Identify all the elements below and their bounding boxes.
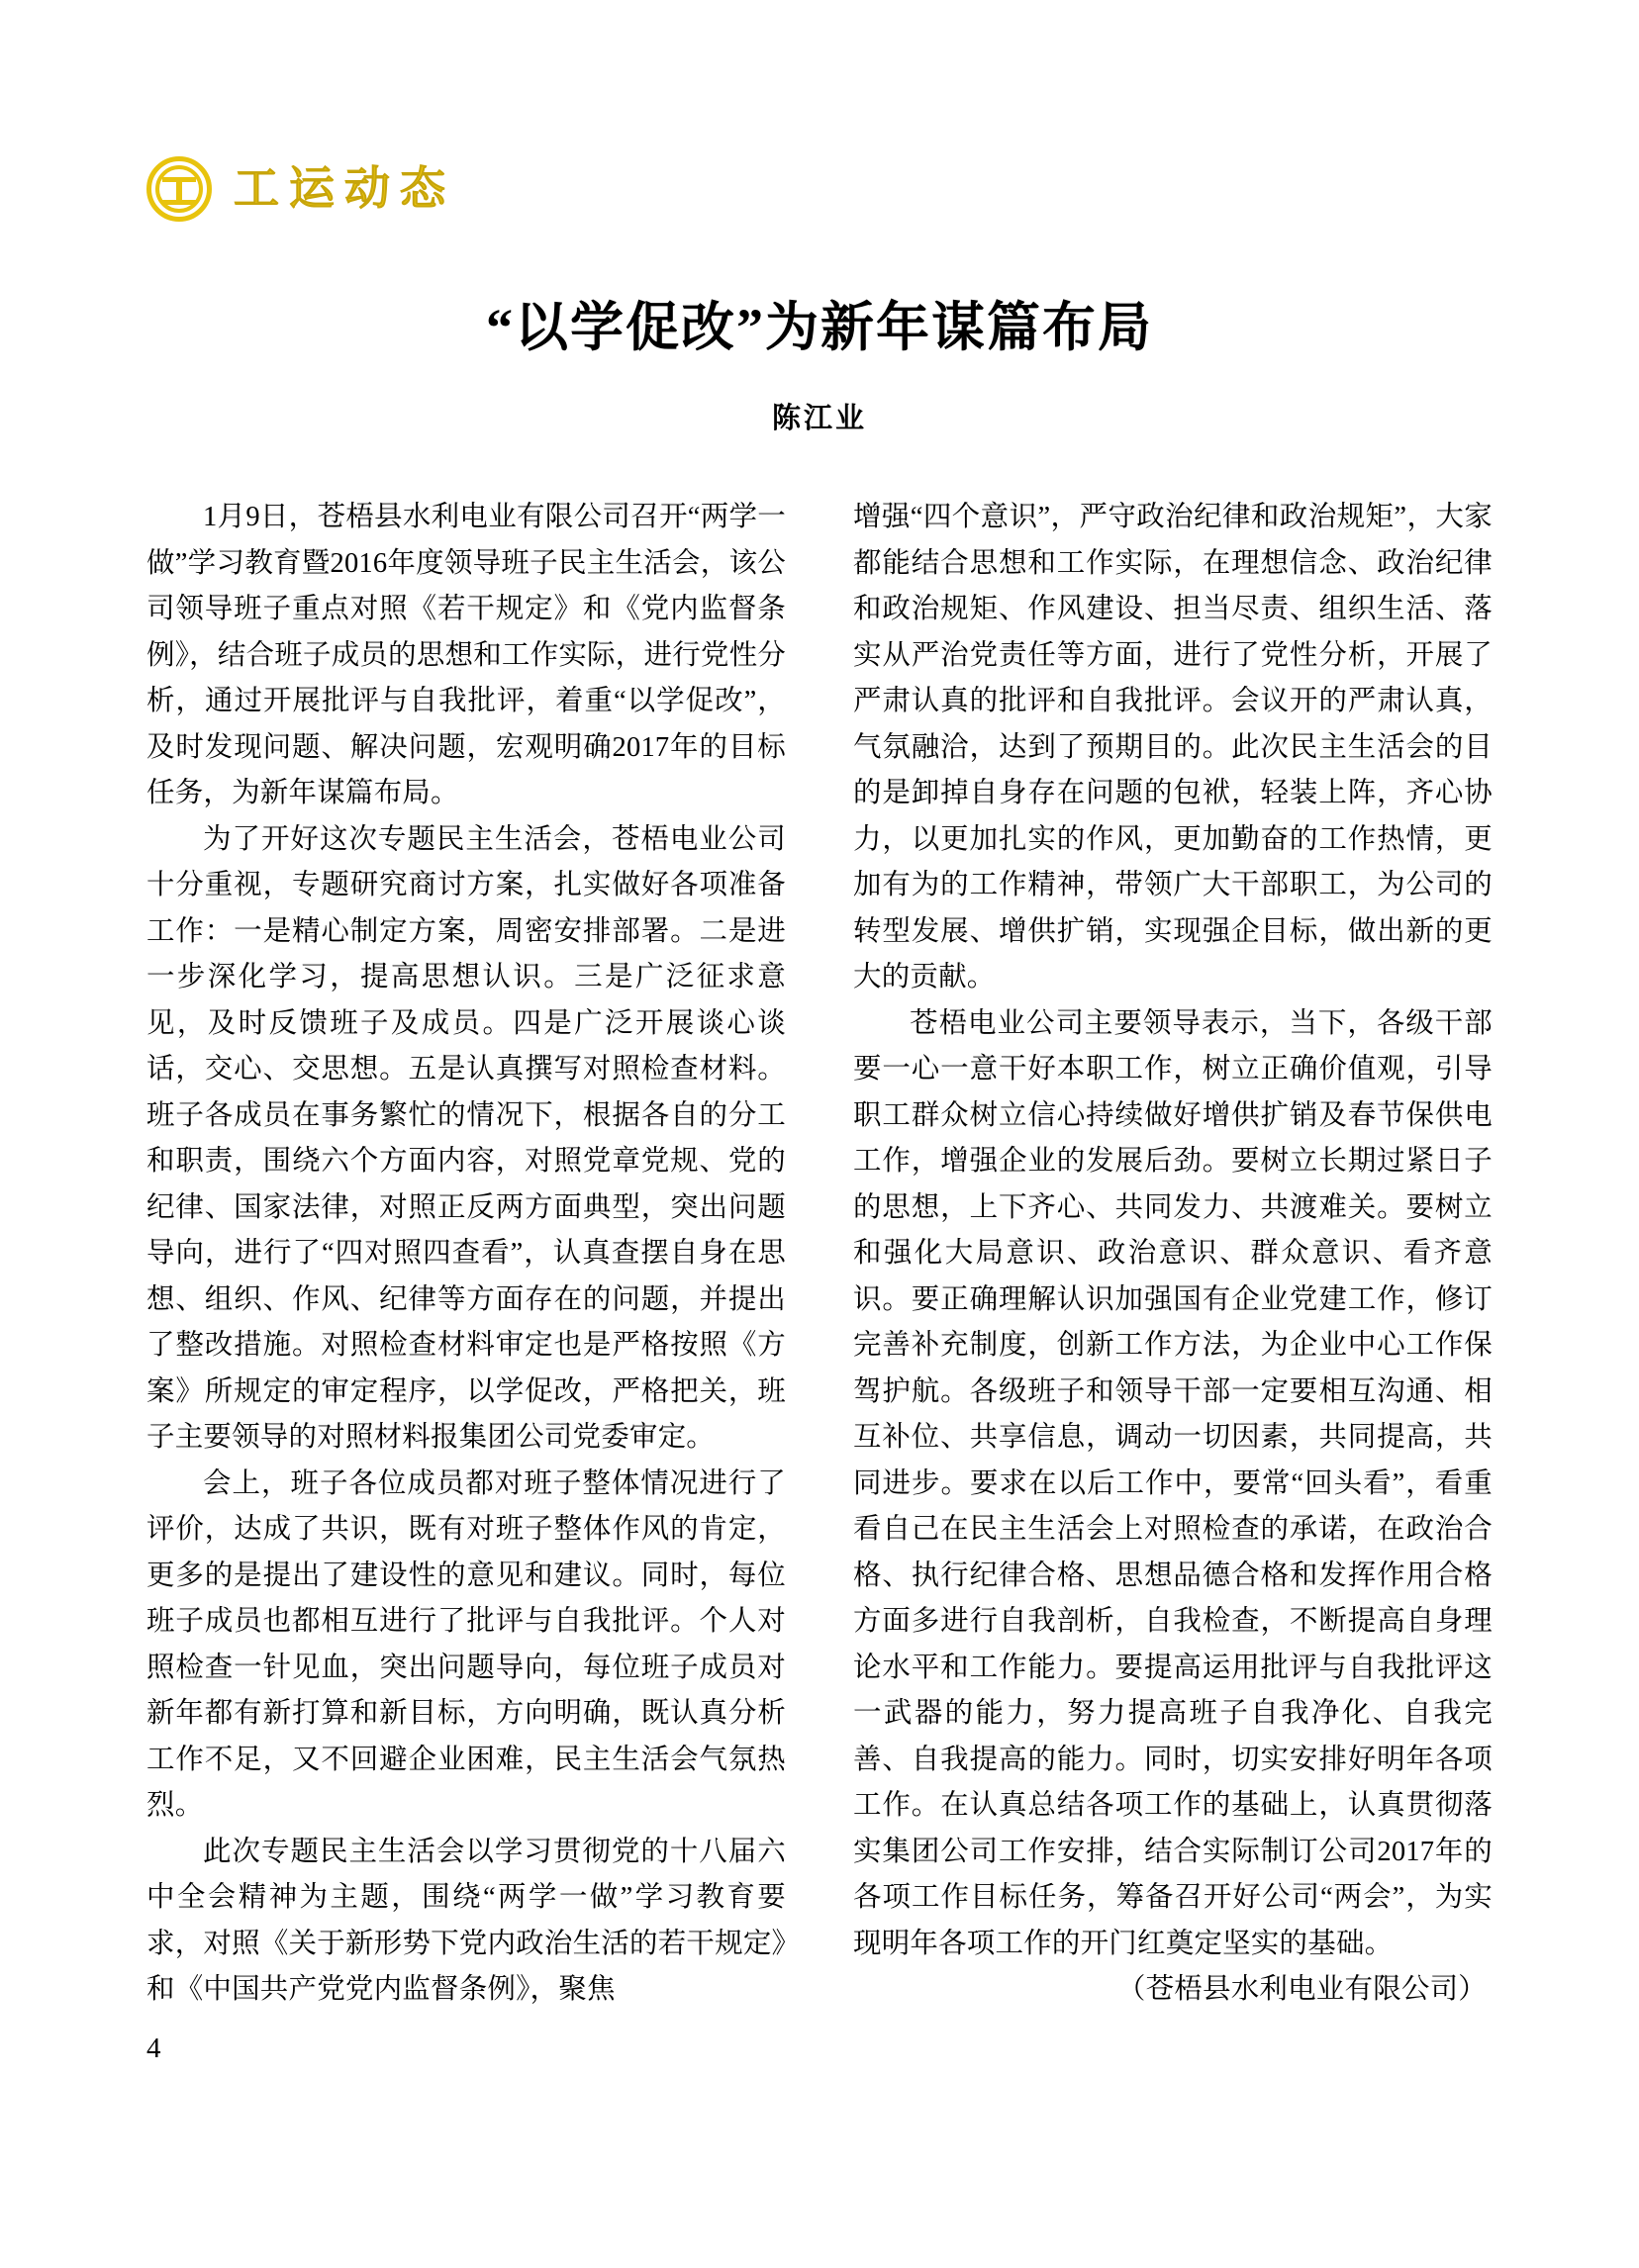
article-body — [146, 495, 1493, 2014]
paragraph: 苍梧电业公司主要领导表示，当下，各级干部要一心一意干好本职工作，树立正确价值观，引导职工群众树立信心持续做好增供扩销及春节保供电工作，增强企业的发展后劲。要树立长期过紧日子的思想，上下齐心、共同发力、共渡难关。要树立和强化大局意识、政治意识、群众意识、看齐意识。要正确理解认识加强国有企业党建工作，修订完善补充制度，创新工作方法，为企业中心工作保驾护航。各级班子和领导干部一定要相互沟通、相互补位、共享信息，调动一切因素，共同提高，共同进步。要求在以后工作中，要常“回头看”，看重看自己在民主生活会上对照检查的承诺，在政治合格、执行纪律合格、思想品德合格和发挥作用合格方面多进行自我剖析，自我检查，不断提高自身理论水平和工作能力。要提高运用批评与自我批评这一武器的能力，努力提高班子自我净化、自我完善、自我提高的能力。同时，切实安排好明年各项工作。在认真总结各项工作的基础上，认真贯彻落实集团公司工作安排，结合实际制订公司2017年的各项工作目标任务，筹备召开好公司“两会”，为实现明年各项工作的开门红奠定坚实的基础。 — [853, 1007, 1493, 1959]
paragraph: 1月9日，苍梧县水利电业有限公司召开“两学一做”学习教育暨2016年度领导班子民主生活会，该公司领导班子重点对照《若干规定》和《党内监督条例》，结合班子成员的思想和工作实际，进行党性分析，通过开展批评与自我批评，着重“以学促改”，及时发现问题、解决问题，宏观明确2017年的目标任务，为新年谋篇布局。 — [146, 502, 786, 808]
left-column — [146, 495, 786, 2014]
paragraph: 为了开好这次专题民主生活会，苍梧电业公司十分重视，专题研究商讨方案，扎实做好各项准备工作：一是精心制定方案，周密安排部署。二是进一步深化学习，提高思想认识。三是广泛征求意见，及时反馈班子及成员。四是广泛开展谈心谈话，交心、交思想。五是认真撰写对照检查材料。班子各成员在事务繁忙的情况下，根据各自的分工和职责，围绕六个方面内容，对照党章党规、党的纪律、国家法律，对照正反两方面典型，突出问题导向，进行了“四对照四查看”，认真查摆自身在思想、组织、作风、纪律等方面存在的问题，并提出了整改措施。对照检查材料审定也是严格按照《方案》所规定的审定程序，以学促改，严格把关，班子主要领导的对照材料报集团公司党委审定。 — [146, 823, 786, 1453]
paragraph: 此次专题民主生活会以学习贯彻党的十八届六中全会精神为主题，围绕“两学一做”学习教育要求，对照《关于新形势下党内政治生活的若干规定》和《中国共产党党内监督条例》，聚焦 — [146, 1836, 786, 2005]
article-author: 陈江业 — [771, 403, 867, 434]
paragraph: 会上，班子各位成员都对班子整体情况进行了评价，达成了共识，既有对班子整体作风的肯定，更多的是提出了建设性的意见和建议。同时，每位班子成员也都相互进行了批评与自我批评。个人对照检查一针见血，突出问题导向，每位班子成员对新年都有新打算和新目标，方向明确，既认真分析工作不足，又不回避企业困难，民主生活会气氛热烈。 — [146, 1467, 786, 1821]
paragraph: 增强“四个意识”，严守政治纪律和政治规矩”，大家都能结合思想和工作实际，在理想信念、政治纪律和政治规矩、作风建设、担当尽责、组织生活、落实从严治党责任等方面，进行了党性分析，开展了严肃认真的批评和自我批评。会议开的严肃认真，气氛融洽，达到了预期目的。此次民主生活会的目的是卸掉自身存在问题的包袱，轻装上阵，齐心协力，以更加扎实的作风，更加勤奋的工作热情，更加有为的工作精神，带领广大干部职工，为公司的转型发展、增供扩销，实现强企目标，做出新的更大的贡献。 — [853, 502, 1493, 992]
masthead — [146, 156, 455, 222]
right-column — [853, 495, 1493, 2014]
page-number: 4 — [146, 2032, 161, 2064]
article-title: “以学促改”为新年谋篇布局 — [486, 298, 1153, 357]
article-signature: （苍梧县水利电业有限公司） — [1116, 1974, 1487, 2005]
union-emblem-icon — [146, 156, 212, 222]
masthead-title: 工运动态 — [234, 163, 455, 214]
